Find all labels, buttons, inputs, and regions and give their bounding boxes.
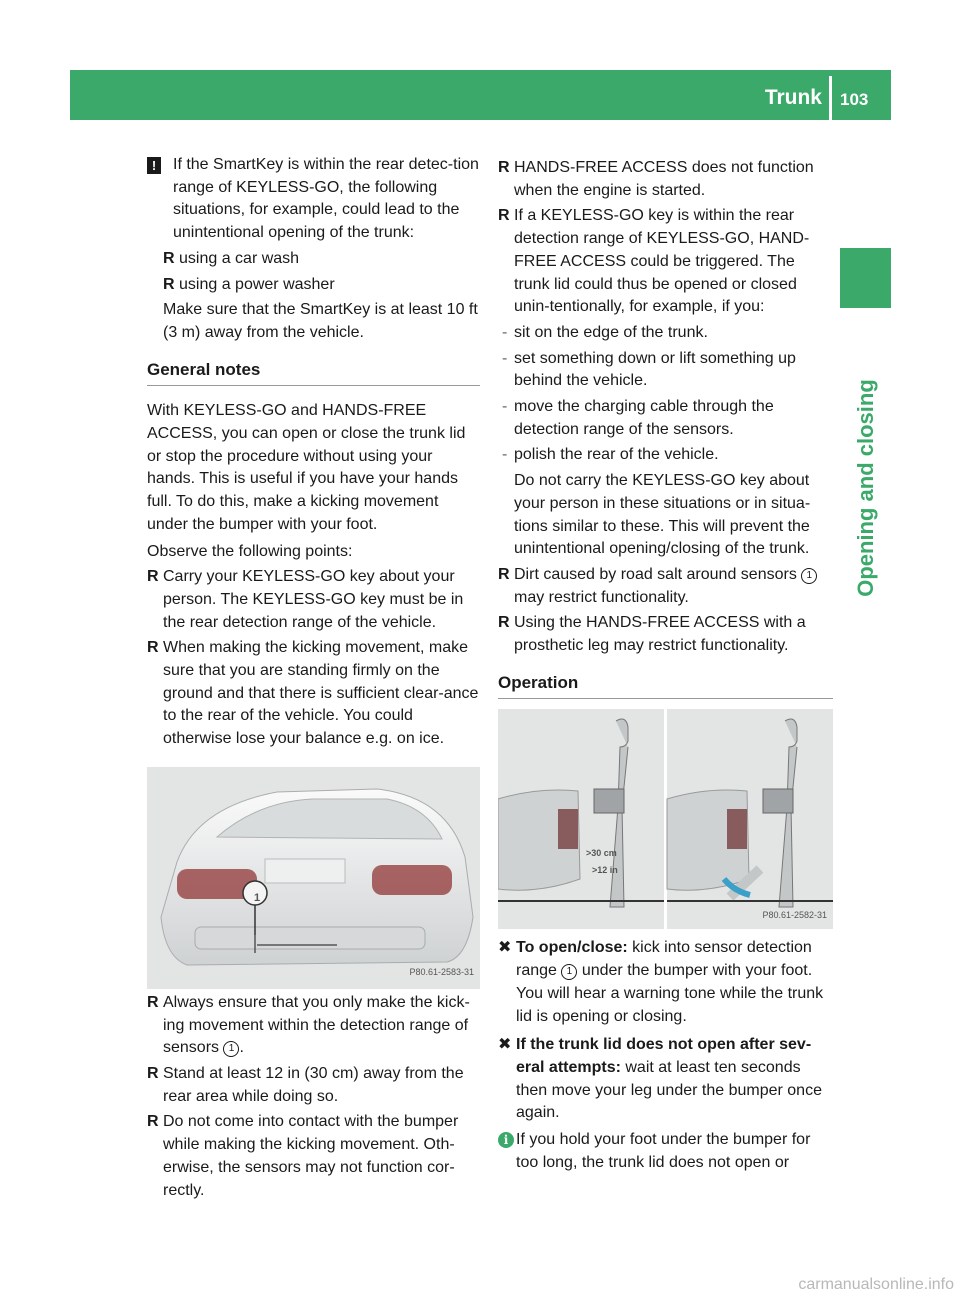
list-item: R If a KEYLESS-GO key is within the rear detection range of KEYLESS-GO, HAND-FREE ACCESS could be triggered. The trunk lid could thus be opened or closed unin-tentionally, for example, if you: bbox=[498, 205, 833, 319]
figure-code: P80.61-2582-31 bbox=[762, 909, 827, 920]
dash-item: - sit on the edge of the trunk. bbox=[498, 322, 833, 345]
page-number: 103 bbox=[840, 90, 869, 109]
right-column bbox=[498, 154, 833, 1175]
section-title: Trunk bbox=[764, 86, 822, 109]
warning-icon: ! bbox=[147, 157, 161, 174]
dash-item: - set something down or lift something up behind the vehicle. bbox=[498, 348, 833, 393]
left-column bbox=[147, 154, 480, 1202]
step-arrow-icon: ✖ bbox=[498, 1036, 512, 1054]
info-note: i If you hold your foot under the bumper for too long, the trunk lid does not open or bbox=[498, 1129, 833, 1174]
list-item: R Carry your KEYLESS-GO key about your person. The KEYLESS-GO key must be in the rear detection range of the vehicle. bbox=[147, 566, 480, 634]
list-item: R Do not come into contact with the bumper while making the kicking movement. Oth-erwise, the sensors may not function cor-rectly. bbox=[147, 1111, 480, 1202]
dash-item: - polish the rear of the vehicle. bbox=[498, 444, 833, 467]
list-item: R When making the kicking movement, make sure that you are standing firmly on the ground and that there is sufficient clear-ance to the rear of the vehicle. You could otherwise lose your balance e.g. on ice. bbox=[147, 637, 480, 751]
car-rear-illustration bbox=[147, 767, 480, 989]
figure-code: P80.61-2583-31 bbox=[409, 967, 474, 978]
list-item: R Dirt caused by road salt around sensors 1 may restrict functionality. bbox=[498, 564, 833, 609]
caution-text: Do not carry the KEYLESS-GO key about your person in these situations or in situa-tions similar to these. This will prevent the unintentional opening/closing of the trunk. bbox=[514, 472, 811, 558]
warning-outro: Make sure that the SmartKey is at least 10 ft (3 m) away from the vehicle. bbox=[163, 301, 478, 341]
sensor-marker: 1 bbox=[223, 1041, 239, 1057]
step-arrow-icon: ✖ bbox=[498, 939, 512, 957]
dash-item: - move the charging cable through the detection range of the sensors. bbox=[498, 396, 833, 441]
list-item: R Using the HANDS-FREE ACCESS with a prosthetic leg may restrict functionality. bbox=[498, 612, 833, 657]
list-item: R Always ensure that you only make the kick-ing movement within the detection range of sensors 1 . bbox=[147, 992, 480, 1060]
step-retry: ✖ If the trunk lid does not open after sev-eral attempts: wait at least ten seconds then move your leg under the bumper once again. bbox=[498, 1036, 822, 1122]
general-notes-heading: General notes bbox=[147, 359, 480, 387]
operation-heading: Operation bbox=[498, 672, 833, 700]
kick-illustration bbox=[498, 709, 833, 931]
distance-label-in: >12 in bbox=[592, 865, 618, 876]
observe-text: Observe the following points: bbox=[147, 542, 353, 560]
operation-figure bbox=[498, 709, 833, 931]
sensor-marker: 1 bbox=[561, 964, 577, 980]
warning-paragraph: ! If the SmartKey is within the rear detec-tion range of KEYLESS-GO, the following situations, for example, could lead to the unintentional opening of the trunk: bbox=[147, 154, 480, 245]
general-notes-paragraph: With KEYLESS-GO and HANDS-FREE ACCESS, you can open or close the trunk lid or stop the procedure without using your hands. This is useful if you have your hands full. To do this, make a kicking movement under the bumper with your foot. bbox=[147, 402, 466, 533]
info-icon: i bbox=[498, 1132, 514, 1148]
header-divider bbox=[829, 76, 832, 120]
chapter-label: Opening and closing bbox=[853, 379, 878, 597]
list-item: R HANDS-FREE ACCESS does not function when the engine is started. bbox=[498, 157, 833, 202]
watermark: carmanualsonline.info bbox=[798, 1276, 954, 1293]
warning-item: R using a power washer bbox=[163, 274, 480, 297]
distance-label-cm: >30 cm bbox=[586, 848, 617, 859]
chapter-tab bbox=[840, 248, 891, 308]
car-rear-figure bbox=[147, 767, 480, 989]
list-item: R Stand at least 12 in (30 cm) away from the rear area while doing so. bbox=[147, 1063, 480, 1108]
sensor-marker: 1 bbox=[801, 568, 817, 584]
step-open-close: ✖ To open/close: kick into sensor detection range 1 under the bumper with your foot. You will hear a warning tone while the trunk lid is opening or closing. bbox=[498, 939, 824, 1025]
warning-item: R using a car wash bbox=[163, 248, 480, 271]
